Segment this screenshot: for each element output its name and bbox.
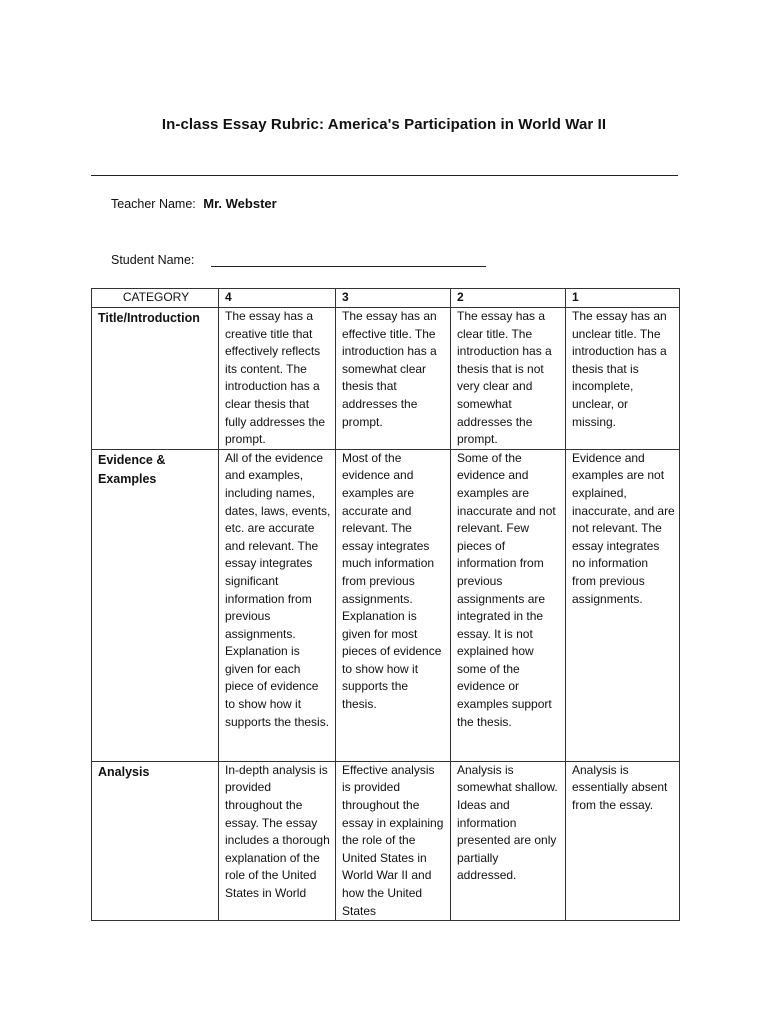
rubric-cell: Most of the evidence and examples are accurate and relevant. The essay integrates much information from previous assignments. Explanation is given for most pieces of evidence to show how it supports the thesis. [336, 449, 451, 761]
category-evidence-examples: Evidence & Examples [92, 449, 219, 761]
header-category: CATEGORY [92, 289, 219, 308]
category-analysis: Analysis [92, 761, 219, 920]
rubric-cell: Some of the evidence and examples are inaccurate and not relevant. Few pieces of information from previous assignments are integrated in the essay. It is not explained how some of the evidence or examples support the thesis. [451, 449, 566, 761]
student-name-blank [211, 266, 486, 267]
rubric-cell: Analysis is essentially absent from the essay. [566, 761, 680, 920]
teacher-name-value: Mr. Webster [203, 196, 277, 211]
document-title: In-class Essay Rubric: America's Participation in World War II [161, 116, 607, 133]
header-score-4: 4 [219, 289, 336, 308]
rubric-cell: The essay has a clear title. The introduction has a thesis that is not very clear and somewhat addresses the prompt. [451, 308, 566, 450]
rubric-cell: Analysis is somewhat shallow. Ideas and information presented are only partially addressed. [451, 761, 566, 920]
category-title-introduction: Title/Introduction [92, 308, 219, 450]
title-divider [91, 175, 678, 176]
rubric-header-row [92, 289, 680, 308]
table-row [92, 308, 680, 450]
rubric-cell: The essay has an unclear title. The introduction has a thesis that is incomplete, unclear, or missing. [566, 308, 680, 450]
table-row [92, 761, 680, 920]
table-row [92, 449, 680, 761]
rubric-cell: All of the evidence and examples, including names, dates, laws, events, etc. are accurate and relevant. The essay integrates significant information from previous assignments. Explanation is given for each piece of evidence to show how it supports the thesis. [219, 449, 336, 761]
rubric-cell: The essay has an effective title. The introduction has a somewhat clear thesis that addresses the prompt. [336, 308, 451, 450]
rubric-cell: In-depth analysis is provided throughout the essay. The essay includes a thorough explanation of the role of the United States in World [219, 761, 336, 920]
header-score-3: 3 [336, 289, 451, 308]
header-score-1: 1 [566, 289, 680, 308]
teacher-name-field [111, 196, 277, 211]
student-name-label: Student Name: [111, 253, 195, 267]
header-score-2: 2 [451, 289, 566, 308]
rubric-cell: Evidence and examples are not explained, inaccurate, and are not relevant. The essay integrates no information from previous assignments. [566, 449, 680, 761]
teacher-name-label: Teacher Name: [111, 197, 196, 211]
rubric-cell: Effective analysis is provided throughout the essay in explaining the role of the United States in World War II and how the United States [336, 761, 451, 920]
rubric-table [91, 288, 680, 921]
student-name-field [111, 253, 194, 267]
rubric-cell: The essay has a creative title that effectively reflects its content. The introduction has a clear thesis that fully addresses the prompt. [219, 308, 336, 450]
